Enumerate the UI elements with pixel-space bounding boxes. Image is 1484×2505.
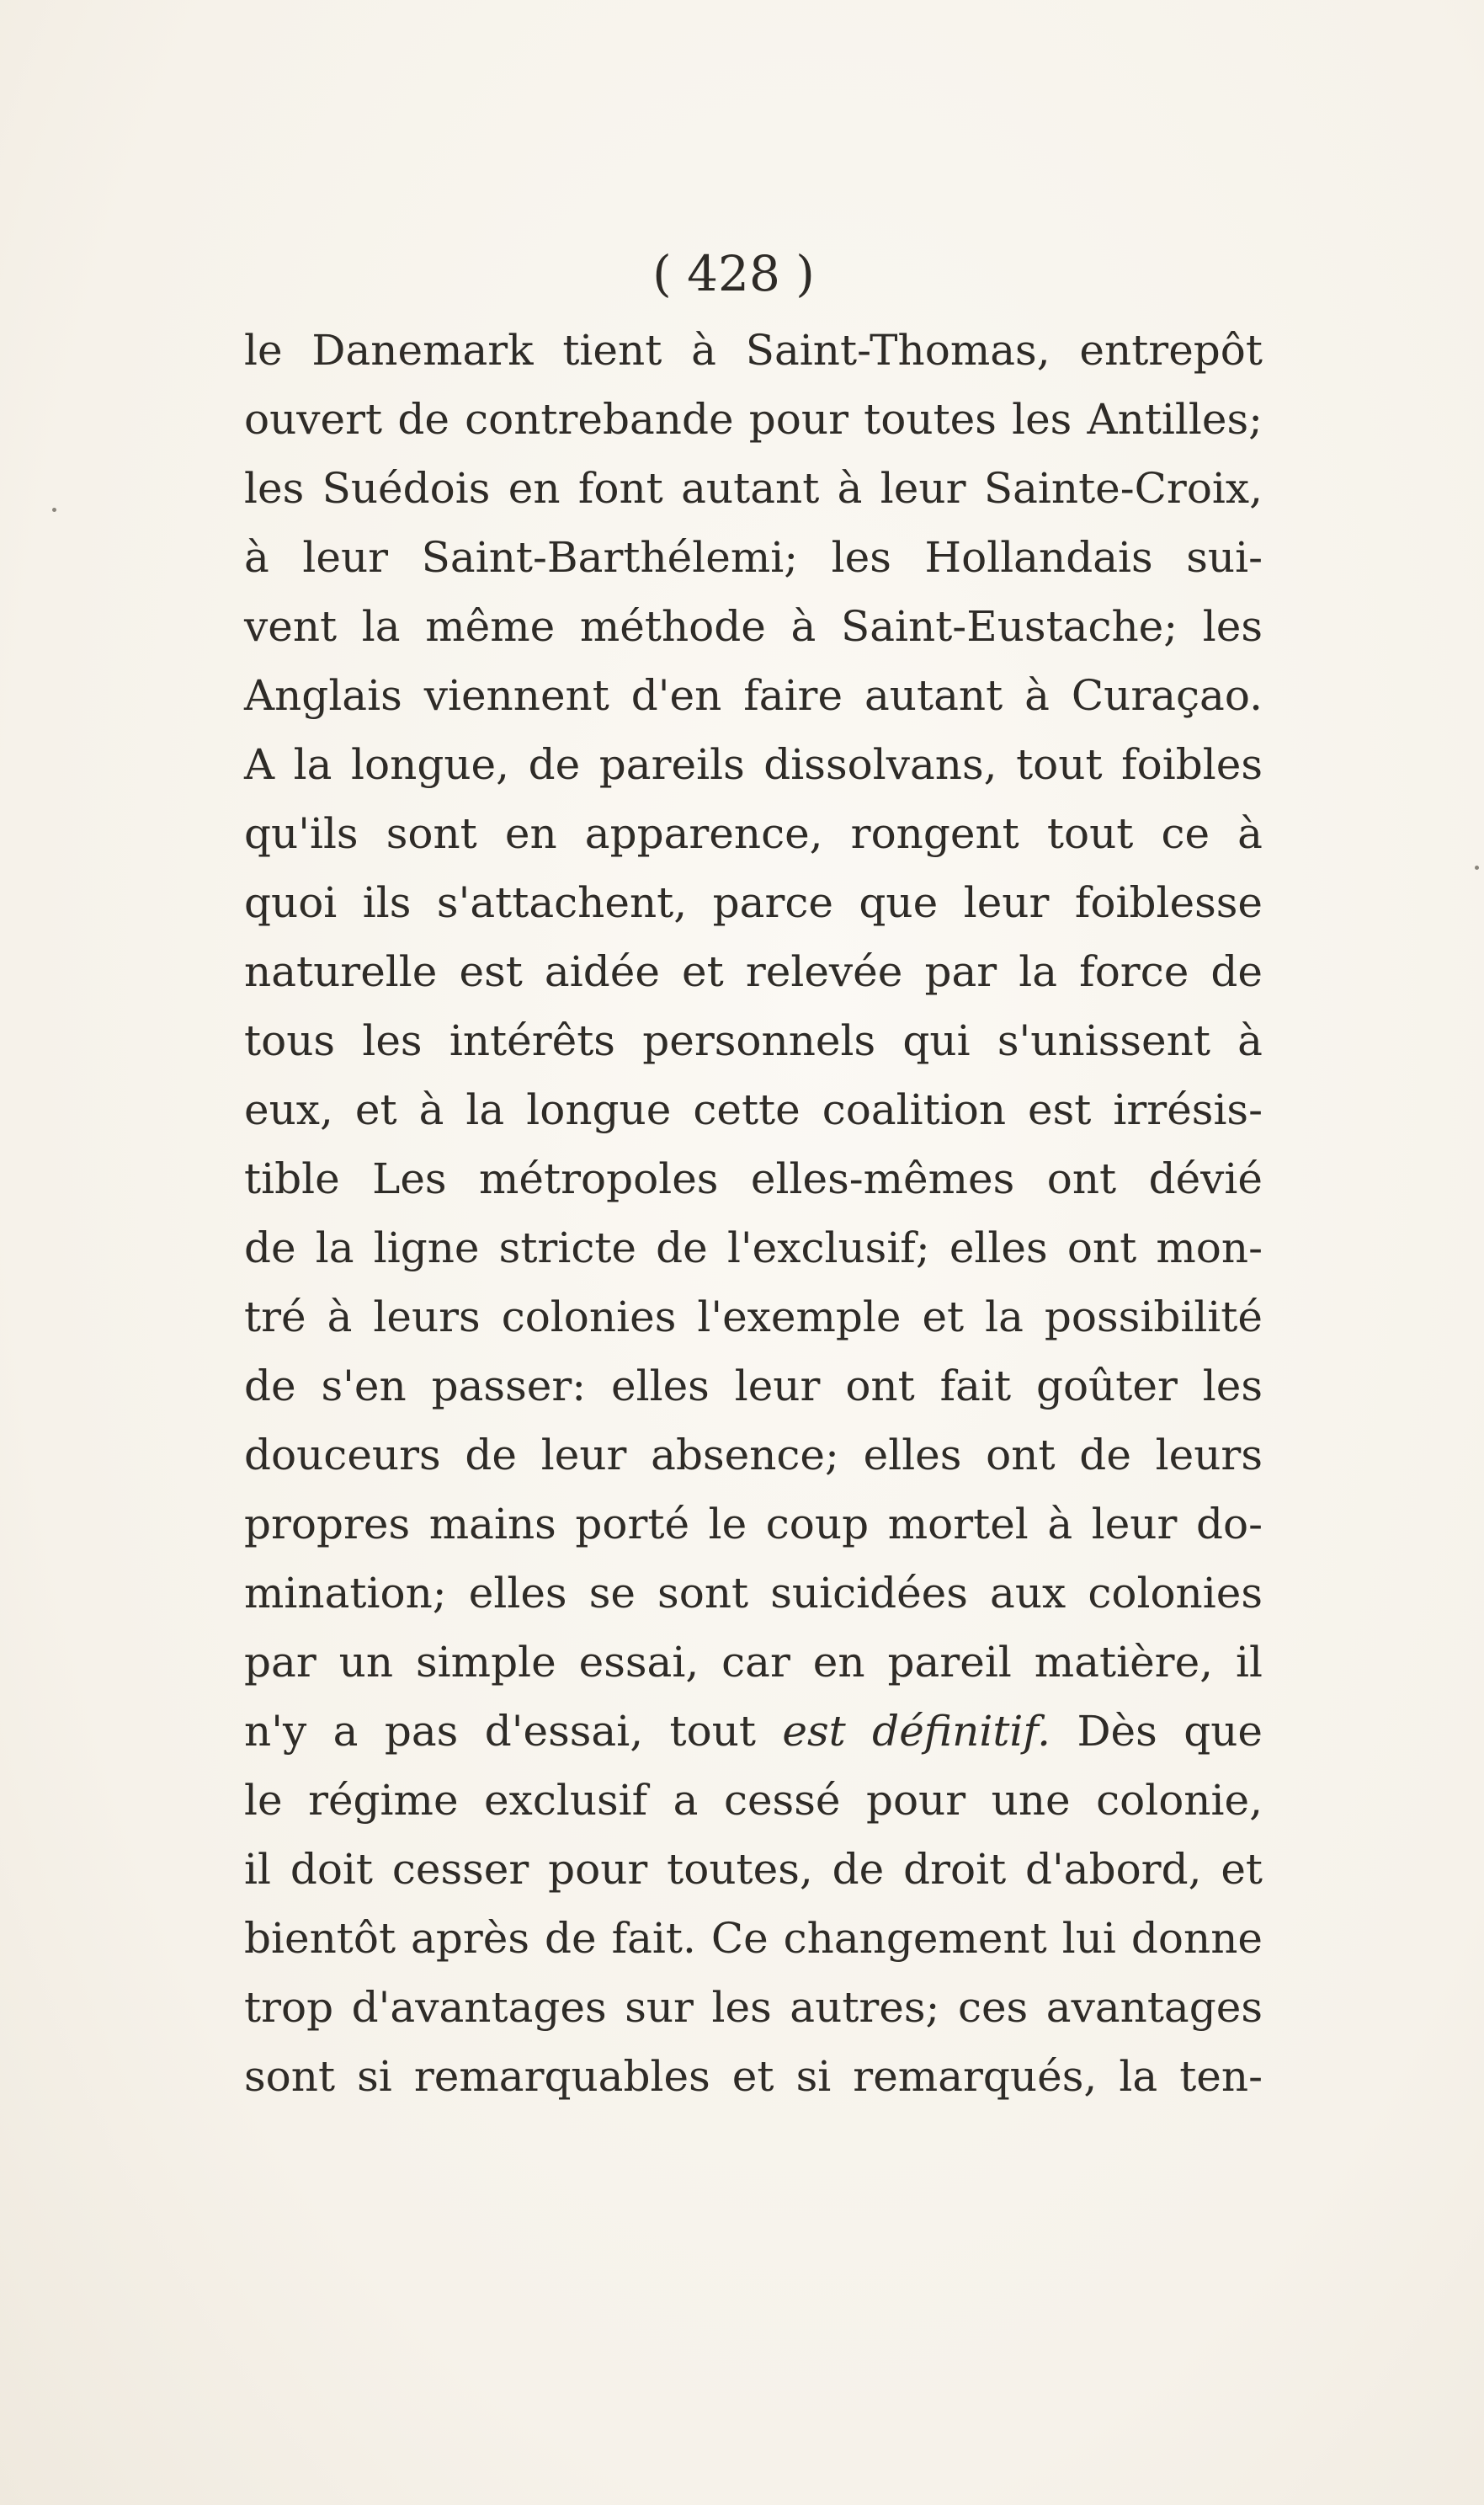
text-line: vent la même méthode à Saint-Eustache; les [244,602,1263,651]
text-line: mination; elles se sont suicidées aux colonies [244,1569,1263,1618]
text-line: quoi ils s'attachent, parce que leur foiblesse [244,878,1263,927]
text-line: le régime exclusif a cessé pour une colonie, [244,1776,1263,1825]
paper-speck [1475,866,1479,870]
text-line: A la longue, de pareils dissolvans, tout foibles [244,740,1263,789]
text-line: il doit cesser pour toutes, de droit d'abord, et [244,1845,1263,1894]
text-line: sont si remarquables et si remarqués, la ten- [244,2052,1263,2101]
text-line: douceurs de leur absence; elles ont de leurs [244,1431,1263,1479]
text-line: par un simple essai, car en pareil matière, il [244,1638,1263,1687]
page-number: ( 428 ) [652,245,815,302]
text-line: ouvert de contrebande pour toutes les Antilles; [244,395,1263,444]
text-line: Anglais viennent d'en faire autant à Curaçao. [244,671,1263,720]
text-line: tible Les métropoles elles-mêmes ont dévié [244,1154,1263,1203]
text-line: eux, et à la longue cette coalition est irrésis- [244,1085,1263,1134]
text-line: naturelle est aidée et relevée par la force de [244,947,1263,996]
text-line: propres mains porté le coup mortel à leur do- [244,1500,1263,1548]
text-line: de la ligne stricte de l'exclusif; elles ont mon- [244,1223,1263,1272]
text-line: les Suédois en font autant à leur Sainte-Croix, [244,464,1263,513]
text-line: tous les intérêts personnels qui s'unissent à [244,1016,1263,1065]
text-line-with-italic [244,1697,1263,1766]
text-line: de s'en passer: elles leur ont fait goûter les [244,1362,1263,1410]
text-line: le Danemark tient à Saint-Thomas, entrepôt [244,326,1263,375]
italic-phrase: est définitif. [782,1707,1051,1756]
paper-speck [52,508,56,512]
text-line: trop d'avantages sur les autres; ces avantages [244,1983,1263,2032]
text-segment: n'y a pas d'essai, tout [244,1707,783,1756]
text-line: qu'ils sont en apparence, rongent tout ce à [244,809,1263,858]
text-line: à leur Saint-Barthélemi; les Hollandais sui- [244,533,1263,582]
text-line: bientôt après de fait. Ce changement lui donne [244,1914,1263,1963]
body-text [244,316,1263,2111]
text-segment: Dès que [1051,1707,1263,1756]
text-line: tré à leurs colonies l'exemple et la possibilité [244,1292,1263,1341]
